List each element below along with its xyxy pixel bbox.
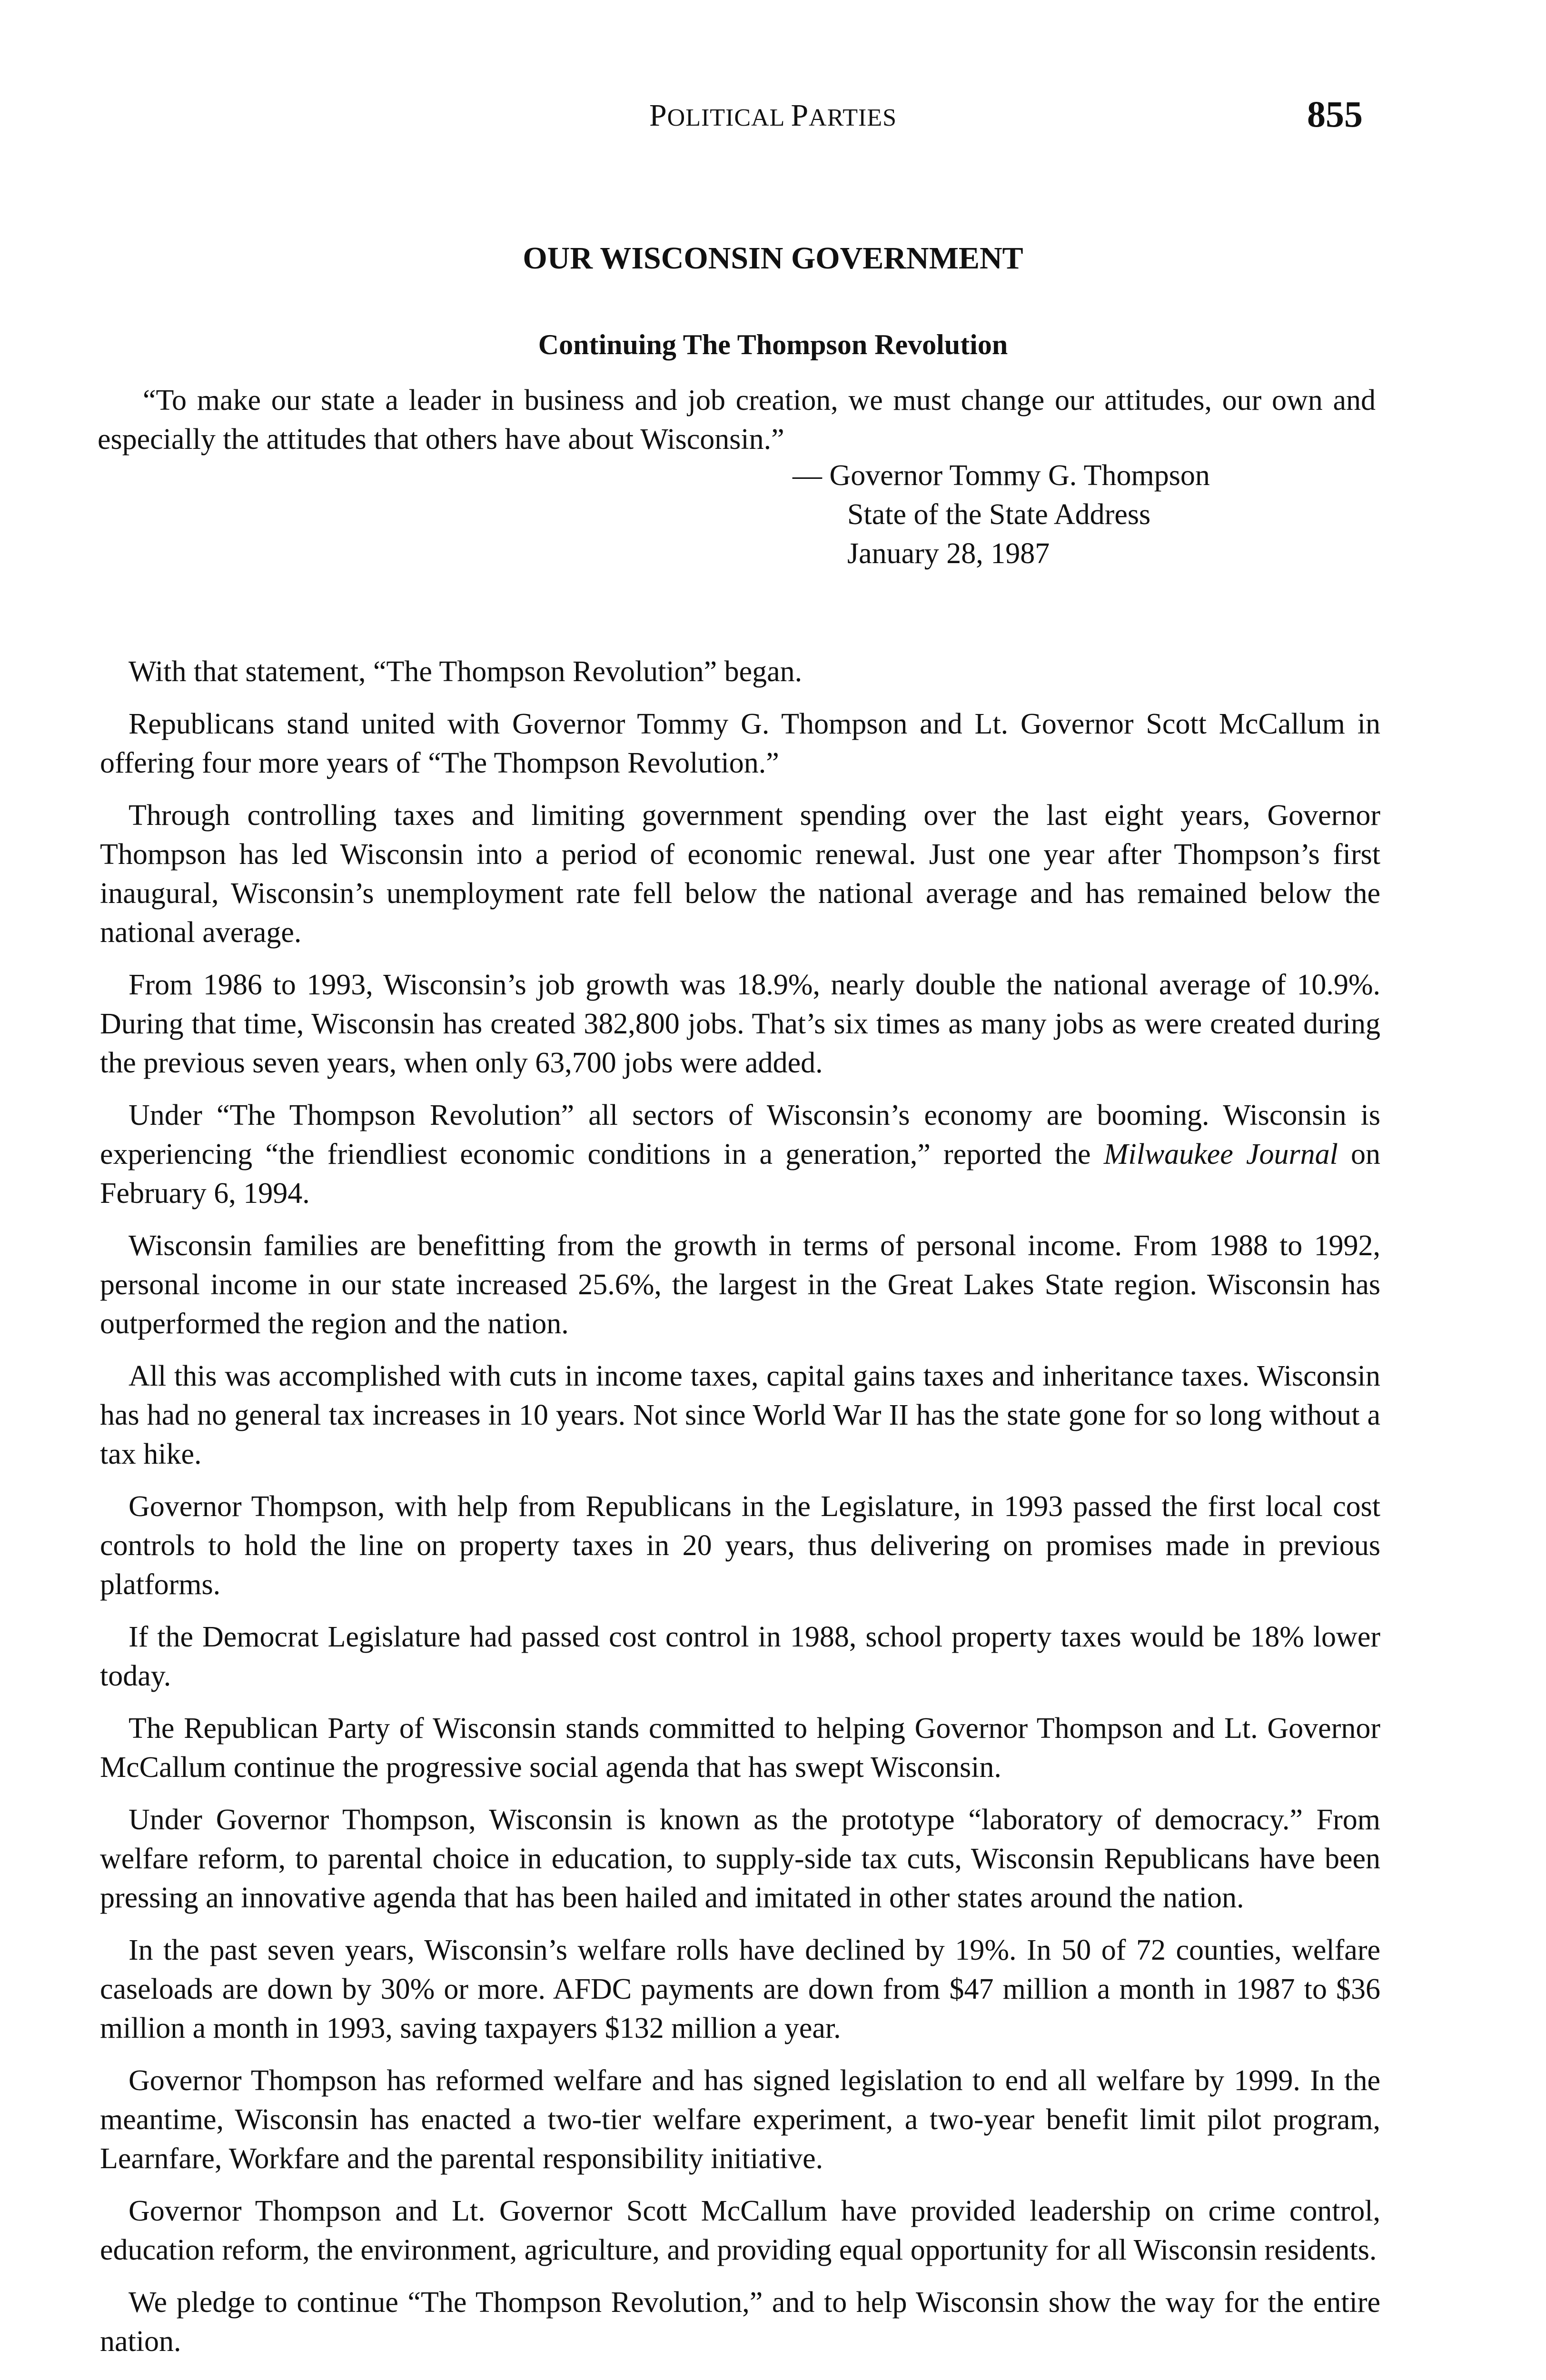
body-paragraph: In the past seven years, Wisconsin’s welfare rolls have declined by 19%. In 50 of 72 counties, welfare caseloads are down by 30% or more. AFDC payments are down from $47 million a month in 1987 to $36 million a month in 1993, saving taxpayers $132 million a year. bbox=[100, 1934, 1380, 2044]
paragraph-text: on February 6, 1994. bbox=[100, 1138, 1381, 1210]
page-title: OUR WISCONSIN GOVERNMENT bbox=[523, 241, 1023, 276]
attribution-event: State of the State Address bbox=[847, 498, 1151, 531]
body-text bbox=[100, 652, 1380, 2374]
attribution-name: — Governor Tommy G. Thompson bbox=[793, 459, 1210, 492]
body-paragraph: Through controlling taxes and limiting government spending over the last eight years, Governor Thompson has led Wisconsin into a period of economic renewal. Just one year after Thompson’s first inaugural, Wisconsin’s unemployment rate fell below the national average and has remained below the national average. bbox=[100, 799, 1380, 949]
body-paragraph: Under Governor Thompson, Wisconsin is known as the prototype “laboratory of democracy.” From welfare reform, to parental choice in education, to supply-side tax cuts, Wisconsin Republicans have been pressing an innovative agenda that has been hailed and imitated in other states around the nation. bbox=[100, 1804, 1380, 1914]
running-head-initial-1: P bbox=[649, 98, 667, 133]
running-head-rest-2: ARTIES bbox=[809, 104, 897, 131]
body-paragraph: With that statement, “The Thompson Revolution” began. bbox=[129, 655, 803, 688]
body-paragraph: Republicans stand united with Governor Tommy G. Thompson and Lt. Governor Scott McCallum in offering four more years of “The Thompson Revolution.” bbox=[100, 708, 1380, 779]
body-paragraph: From 1986 to 1993, Wisconsin’s job growth was 18.9%, nearly double the national average of 10.9%. During that time, Wisconsin has created 382,800 jobs. That’s six times as many jobs as were created during the previous seven years, when only 63,700 jobs were added. bbox=[100, 969, 1380, 1079]
body-paragraph: All this was accomplished with cuts in income taxes, capital gains taxes and inheritance taxes. Wisconsin has had no general tax increases in 10 years. Not since World War II has the state gone for so long without a tax hike. bbox=[100, 1360, 1380, 1470]
body-paragraph: Wisconsin families are benefitting from the growth in terms of personal income. From 1988 to 1992, personal income in our state increased 25.6%, the largest in the Great Lakes State region. Wisconsin has outperformed the region and the nation. bbox=[100, 1230, 1380, 1340]
epigraph-quote: “To make our state a leader in business and job creation, we must change our attitudes, our own and especially the attitudes that others have about Wisconsin.” bbox=[98, 384, 1376, 456]
epigraph-attribution bbox=[793, 456, 1210, 573]
running-head-initial-2: P bbox=[791, 98, 809, 133]
body-paragraph: We pledge to continue “The Thompson Revolution,” and to help Wisconsin show the way for the entire nation. bbox=[100, 2286, 1380, 2358]
body-paragraph: Governor Thompson and Lt. Governor Scott McCallum have provided leadership on crime control, education reform, the environment, agriculture, and providing equal opportunity for all Wisconsin residents. bbox=[100, 2195, 1380, 2266]
body-paragraph: Governor Thompson has reformed welfare and has signed legislation to end all welfare by 1999. In the meantime, Wisconsin has enacted a two-tier welfare experiment, a two-year benefit limit pilot program, Learnfare, Workfare and the parental responsibility initiative. bbox=[100, 2064, 1380, 2175]
running-head-rest-1: OLITICAL bbox=[667, 104, 791, 131]
body-paragraph: If the Democrat Legislature had passed cost control in 1988, school property taxes would be 18% lower today. bbox=[100, 1621, 1380, 1692]
page-subtitle: Continuing The Thompson Revolution bbox=[538, 329, 1008, 360]
page-number: 855 bbox=[1307, 93, 1363, 135]
publication-title: Milwaukee Journal bbox=[1103, 1138, 1338, 1170]
body-paragraph: The Republican Party of Wisconsin stands committed to helping Governor Thompson and Lt. Governor McCallum continue the progressive social agenda that has swept Wisconsin. bbox=[100, 1712, 1380, 1784]
paragraph-text: Under “The Thompson Revolution” all sectors of Wisconsin’s economy are booming. Wisconsin is experiencing “the friendliest economic conditions in a generation,” reported the bbox=[100, 1099, 1380, 1170]
body-paragraph bbox=[100, 1096, 1380, 1213]
attribution-date: January 28, 1987 bbox=[847, 537, 1050, 570]
body-paragraph: Governor Thompson, with help from Republicans in the Legislature, in 1993 passed the first local cost controls to hold the line on property taxes in 20 years, thus delivering on promises made in previous platforms. bbox=[100, 1490, 1380, 1601]
